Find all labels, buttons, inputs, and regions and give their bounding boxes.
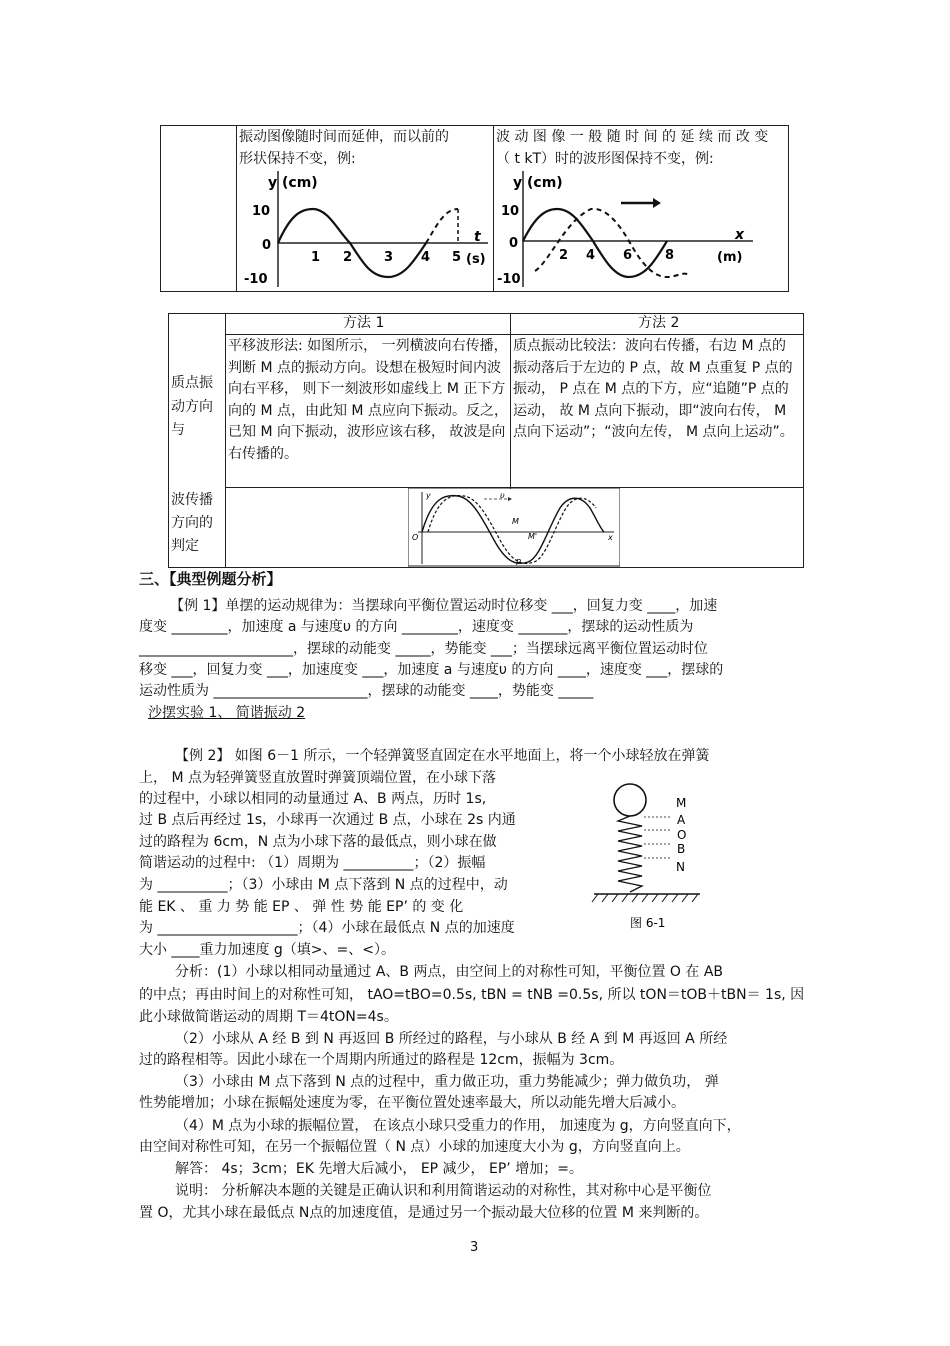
page-number: 3 xyxy=(470,1240,479,1255)
graph1-xtick-3: 3 xyxy=(384,250,394,265)
vibration-graph xyxy=(238,171,490,289)
graph1-ytick-neg10: -10 xyxy=(244,272,268,287)
example2-line1: 【例 2】 如图 6－1 所示，一个轻弹簧竖直固定在水平地面上，将一个小球轻放在弹簧 xyxy=(175,748,710,764)
spring-label-a: A xyxy=(677,813,686,827)
method2-text: 质点振动比较法：波向右传播，右边 M 点的振动落后于左边的 P 点，故 M 点重复 P 点的振动， P 点在 M 点的下方，应“追随”P 点的运动， 故 M 点向下振动，即“波向右传， M 点向下运动”；“波向左传， M 点向上运动”。 xyxy=(513,338,794,441)
table1-cell2-line1: 波 动 图 像 一 般 随 时 间 的 延 续 而 改 变 xyxy=(496,129,769,145)
table-2 xyxy=(168,313,804,568)
diagram-solid-wave xyxy=(422,496,604,564)
side-label-1c: 与 xyxy=(171,422,185,438)
graph1-ylabel: y (cm) xyxy=(268,175,318,191)
graph2-ylabel: y (cm) xyxy=(513,175,563,191)
side-label-2a: 波传播 xyxy=(171,492,213,508)
table1-cell1-line1: 振动图像随时间而延伸，而以前的 xyxy=(239,129,449,145)
graph1-ytick-0: 0 xyxy=(262,238,272,253)
graph2-ytick-0: 0 xyxy=(509,236,519,251)
spring-label-b: B xyxy=(677,842,686,856)
figure-caption: 图 6-1 xyxy=(630,916,666,930)
analysis-line4: （2）小球从 A 经 B 到 N 再返回 B 所经过的路程，与小球从 B 经 A 到 M 再返回 A 所经 xyxy=(175,1031,728,1047)
example2-line10: 大小 ____重力加速度 g（填>、=、<）。 xyxy=(139,942,395,958)
note-line2: 置 O，尤其小球在最低点 N点的加速度值，是通过另一个振动最大位移的位置 M 来判断的。 xyxy=(139,1205,709,1221)
example2-line3: 的过程中，小球以相同的动量通过 A、B 两点，历时 1s, xyxy=(139,791,487,807)
graph2-ytick-neg10: -10 xyxy=(497,272,521,287)
example2-line8: 能 EK 、 重 力 势 能 EP 、 弹 性 势 能 EP’ 的 变 化 xyxy=(139,899,464,915)
wave-direction-diagram xyxy=(408,488,620,568)
example2-line9: 为 ____________________；（4）小球在最低点 N 点的加速度 xyxy=(139,920,515,936)
diagram-m-label: M xyxy=(512,517,519,526)
analysis-line7: 性势能增加；小球在振幅处速度为零，在平衡位置处速率最大，所以动能先增大后减小。 xyxy=(139,1095,685,1111)
side-label-2b: 方向的 xyxy=(171,515,213,531)
side-label-1a: 质点振 xyxy=(171,375,213,391)
graph1-dashed-curve xyxy=(426,209,458,243)
diagram-p-label: P xyxy=(516,558,521,567)
example1-line1: 【例 1】单摆的运动规律为：当摆球向平衡位置运动时位移变 ___，回复力变 ____，加速 xyxy=(170,598,718,614)
graph1-ytick-10: 10 xyxy=(252,204,271,219)
example2-line6: 简谐运动的过程中: （1）周期为 __________；（2）振幅 xyxy=(139,855,486,871)
analysis-line5: 过的路程相等。因此小球在一个周期内所通过的路程是 12cm，振幅为 3cm。 xyxy=(139,1052,624,1068)
table-1 xyxy=(160,125,789,292)
diagram-x-label: x xyxy=(608,533,613,542)
wave-graph xyxy=(495,171,757,289)
graph1-xlabel: t xyxy=(474,229,481,245)
graph1-xtick-1: 1 xyxy=(311,250,321,265)
graph2-xtick-6: 6 xyxy=(623,248,633,263)
spring-label-o: O xyxy=(677,828,687,842)
note-line1: 说明： 分析解决本题的关键是正确认识和利用简谐运动的对称性，其对称中心是平衡位 xyxy=(175,1183,712,1199)
graph2-solid-curve xyxy=(523,209,667,277)
example1-line4: 移变 ___，回复力变 ___，加速度变 ___，加速度 a 与速度υ 的方向 ____，速度变 ___，摆球的 xyxy=(139,662,724,678)
graph1-xunit: (s) xyxy=(466,252,486,267)
analysis-line2: 的中点；再由时间上的对称性可知， tAO=tBO=0.5s, tBN = tNB =0.5s, 所以 tON＝tOB＋tBN＝ 1s, 因 xyxy=(139,987,805,1003)
method1-header: 方法 1 xyxy=(343,315,385,331)
ball xyxy=(614,784,646,816)
example1-line3: ______________________，摆球的动能变 _____，势能变 ___；当摆球远离平衡位置运动时位 xyxy=(139,641,708,657)
graph2-xtick-8: 8 xyxy=(665,248,675,263)
analysis-line8: （4）M 点为小球的振幅位置， 在该点小球只受重力的作用， 加速度为 g，方向竖直向下， xyxy=(175,1118,741,1134)
analysis-line1: 分析：(1）小球以相同动量通过 A、B 两点，由空间上的对称性可知，平衡位置 O 在 AB xyxy=(175,964,724,980)
graph2-xtick-2: 2 xyxy=(559,248,569,263)
sand-pendulum-link[interactable]: 沙摆实验 1、 简谐振动 2 xyxy=(148,705,306,721)
diagram-velocity: υ xyxy=(500,491,505,500)
graph1-xtick-4: 4 xyxy=(421,250,431,265)
diagram-dashed-wave xyxy=(428,496,596,564)
analysis-line6: （3）小球由 M 点下落到 N 点的过程中，重力做正功，重力势能减少；弹力做负功， 弹 xyxy=(175,1074,719,1090)
spring-label-m: M xyxy=(676,796,687,810)
table1-cell1-line2: 形状保持不变，例: xyxy=(239,151,356,167)
graph1-xtick-5: 5 xyxy=(452,250,462,265)
graph2-xunit: (m) xyxy=(717,250,743,265)
example1-line5: 运动性质为 ______________________，摆球的动能变 ____，势能变 _____ xyxy=(139,683,594,699)
example2-line4: 过 B 点后再经过 1s，小球再一次通过 B 点，小球在 2s 内通 xyxy=(139,812,516,828)
diagram-m-prime-label: M' xyxy=(528,532,538,541)
graph2-ytick-10: 10 xyxy=(501,204,520,219)
spring-figure xyxy=(588,780,708,935)
spring-coil xyxy=(618,816,642,892)
graph2-xtick-4: 4 xyxy=(586,248,596,263)
example2-line7: 为 __________；（3）小球由 M 点下落到 N 点的过程中，动 xyxy=(139,877,508,893)
method2-header: 方法 2 xyxy=(638,315,680,331)
diagram-y-label: y xyxy=(426,491,431,500)
side-label-1b: 动方向 xyxy=(171,399,213,415)
graph1-xtick-2: 2 xyxy=(343,250,353,265)
analysis-line3: 此小球做简谐运动的周期 T＝4tON=4s。 xyxy=(139,1009,398,1025)
graph2-xlabel: x xyxy=(735,227,745,243)
example1-line2: 度变 ________，加速度 a 与速度υ 的方向 ________，速度变 _______，摆球的运动性质为 xyxy=(139,619,694,635)
answer-line: 解答： 4s；3cm；EK 先增大后减小， EP 减少， EP’ 增加；=。 xyxy=(175,1161,583,1177)
section-title: 三、【典型例题分析】 xyxy=(139,570,282,588)
table1-cell2-line2: （ t kT）时的波形图保持不变，例: xyxy=(496,151,714,167)
spring-label-n: N xyxy=(676,860,685,874)
example2-line2: 上， M 点为轻弹簧竖直放置时弹簧顶端位置，在小球下落 xyxy=(139,770,496,786)
example2-line5: 过的路程为 6cm，N 点为小球下落的最低点，则小球在做 xyxy=(139,834,497,850)
side-label-2c: 判定 xyxy=(171,538,199,554)
analysis-line9: 由空间对称性可知，在另一个振幅位置（ N 点）小球的加速度大小为 g，方向竖直向上。 xyxy=(139,1139,690,1155)
method1-text: 平移波形法: 如图所示， 一列横波向右传播，判断 M 点的振动方向。设想在极短时间内波向右平移， 则下一刻波形如虚线上 M 正下方向的 M 点，由此知 M 点应向下振动。反之，已知 M 向下振动，波形应该右移， 故波是向右传播的。 xyxy=(228,338,508,462)
diagram-origin: O xyxy=(412,533,419,542)
